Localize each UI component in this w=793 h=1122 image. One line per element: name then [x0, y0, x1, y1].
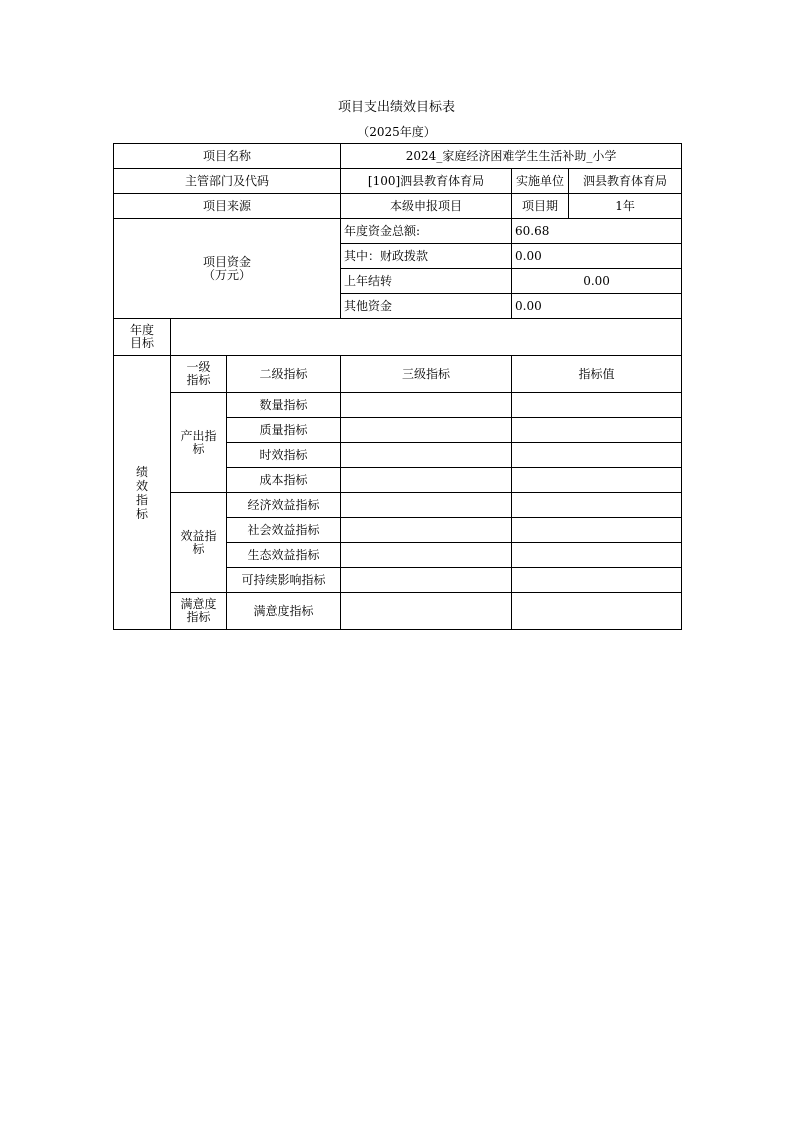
output-label-line1: 产出指: [180, 428, 217, 443]
total-funds-value: 60.68: [512, 219, 682, 244]
page-subtitle: （2025年度）: [357, 125, 436, 139]
indicator-value-cell: [512, 493, 682, 518]
level2-indicator: 质量指标: [227, 418, 341, 443]
level2-indicator: 成本指标: [227, 468, 341, 493]
project-name-label: 项目名称: [114, 144, 341, 169]
carryover-value: 0.00: [512, 269, 682, 294]
funds-label-line2: （万元）: [203, 267, 252, 282]
level2-indicator: 数量指标: [227, 393, 341, 418]
level1-header-line1: 一级: [186, 360, 211, 374]
other-funds-label: 其他资金: [341, 294, 512, 319]
performance-goal-table: [113, 143, 682, 630]
page-title: 项目支出绩效目标表: [337, 100, 455, 115]
indicator-row: [114, 593, 682, 630]
indicator-row: [114, 493, 682, 518]
level2-indicator: 满意度指标: [227, 593, 341, 630]
level2-indicator: 社会效益指标: [227, 518, 341, 543]
indicator-value-cell: [512, 443, 682, 468]
level3-indicator-cell: [341, 418, 512, 443]
indicator-value-header: 指标值: [512, 356, 682, 393]
satisfaction-label-line1: 满意度: [180, 597, 217, 611]
performance-indicators-text: 绩效指标: [135, 464, 148, 521]
other-funds-value: 0.00: [512, 294, 682, 319]
satisfaction-label-line2: 指标: [186, 610, 211, 624]
annual-goal-label-line1: 年度: [129, 323, 154, 337]
project-name-row: [114, 144, 682, 169]
output-indicators-label: [171, 393, 227, 493]
annual-goal-value: [171, 319, 682, 356]
performance-indicators-label: [114, 356, 171, 630]
project-period-value: 1年: [569, 194, 682, 219]
benefit-label-line2: 标: [192, 541, 205, 556]
project-period-label: 项目期: [512, 194, 569, 219]
level1-header-line2: 指标: [186, 373, 211, 387]
funds-label-line1: 项目资金: [203, 254, 252, 269]
department-value: [100]泗县教育体育局: [341, 169, 512, 194]
level3-indicator-cell: [341, 568, 512, 593]
level3-indicator-cell: [341, 518, 512, 543]
project-name-value: 2024_家庭经济困难学生生活补助_小学: [341, 144, 682, 169]
level3-indicator-cell: [341, 493, 512, 518]
carryover-label: 上年结转: [341, 269, 512, 294]
indicator-value-cell: [512, 393, 682, 418]
indicator-row: [114, 393, 682, 418]
fiscal-funds-label: 其中：财政拨款: [341, 244, 512, 269]
level3-header: 三级指标: [341, 356, 512, 393]
annual-goal-label: [114, 319, 171, 356]
indicator-value-cell: [512, 418, 682, 443]
satisfaction-indicators-label: [171, 593, 227, 630]
indicator-value-cell: [512, 518, 682, 543]
level2-indicator: 生态效益指标: [227, 543, 341, 568]
level3-indicator-cell: [341, 593, 512, 630]
funds-total-row: [114, 219, 682, 244]
level3-indicator-cell: [341, 443, 512, 468]
fiscal-funds-value: 0.00: [512, 244, 682, 269]
level2-header: 二级指标: [227, 356, 341, 393]
source-row: [114, 194, 682, 219]
level3-indicator-cell: [341, 393, 512, 418]
benefit-label-line1: 效益指: [180, 528, 217, 543]
indicator-value-cell: [512, 568, 682, 593]
level2-indicator: 时效指标: [227, 443, 341, 468]
implementing-unit-value: 泗县教育体育局: [569, 169, 682, 194]
indicator-value-cell: [512, 543, 682, 568]
benefit-indicators-label: [171, 493, 227, 593]
level2-indicator: 可持续影响指标: [227, 568, 341, 593]
output-label-line2: 标: [192, 441, 205, 456]
indicator-header-row: [114, 356, 682, 393]
project-source-value: 本级申报项目: [341, 194, 512, 219]
project-source-label: 项目来源: [114, 194, 341, 219]
level1-header: [171, 356, 227, 393]
indicator-value-cell: [512, 468, 682, 493]
annual-goal-label-line2: 目标: [129, 336, 154, 350]
indicator-value-cell: [512, 593, 682, 630]
department-label: 主管部门及代码: [114, 169, 341, 194]
total-funds-label: 年度资金总额:: [341, 219, 512, 244]
level3-indicator-cell: [341, 468, 512, 493]
project-funds-label: [114, 219, 341, 319]
level3-indicator-cell: [341, 543, 512, 568]
implementing-unit-label: 实施单位: [512, 169, 569, 194]
annual-goal-row: [114, 319, 682, 356]
department-row: [114, 169, 682, 194]
level2-indicator: 经济效益指标: [227, 493, 341, 518]
